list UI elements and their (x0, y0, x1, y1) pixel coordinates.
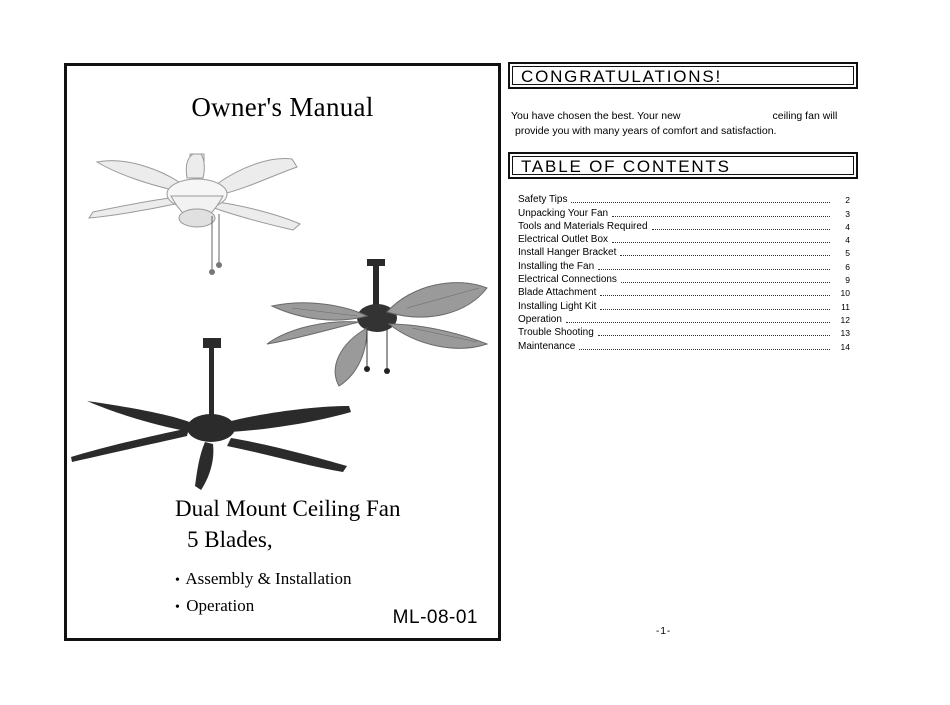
toc-leader-dots (612, 241, 830, 243)
bullet-assembly (175, 569, 352, 589)
toc-entry-page: 14 (840, 341, 850, 352)
toc-entry[interactable] (518, 273, 850, 286)
product-blade-count: 5 Blades, (187, 527, 273, 552)
toc-leader-dots (621, 281, 830, 283)
toc-entry[interactable] (518, 326, 850, 339)
bullet-assembly-label: Assembly & Installation (185, 569, 352, 588)
toc-entry[interactable] (518, 246, 850, 259)
toc-entry-page: 13 (840, 328, 850, 339)
dark-ceiling-fan-image (71, 338, 351, 490)
toc-leader-dots (652, 228, 830, 230)
white-ceiling-fan-image (89, 154, 300, 275)
toc-leader-dots (566, 321, 830, 323)
toc-leader-dots (620, 254, 830, 256)
toc-entry[interactable] (518, 220, 850, 233)
congratulations-banner (508, 62, 858, 89)
toc-entry-page: 5 (845, 248, 850, 259)
toc-leader-dots (598, 268, 830, 270)
toc-entry-page: 9 (845, 275, 850, 286)
toc-entry[interactable] (518, 339, 850, 352)
toc-entry[interactable] (518, 259, 850, 272)
toc-entry-title: Unpacking Your Fan (518, 207, 609, 219)
model-number: ML-08-01 (392, 607, 478, 628)
manual-cover (64, 63, 501, 641)
toc-entry-title: Operation (518, 313, 562, 325)
bullet-operation-label: Operation (186, 596, 255, 615)
toc-entry-page: 11 (841, 301, 850, 312)
palm-blade-ceiling-fan-image (267, 259, 487, 386)
product-name: Dual Mount Ceiling Fan (175, 496, 401, 521)
toc-entry-title: Blade Attachment (518, 287, 597, 299)
bullet-operation (175, 596, 254, 616)
toc-entry-title: Trouble Shooting (518, 327, 594, 339)
toc-entry-page: 3 (845, 208, 850, 219)
fan-illustrations (67, 66, 504, 644)
toc-heading: TABLE OF CONTENTS (521, 157, 731, 176)
toc-entry-title: Install Hanger Bracket (518, 247, 617, 259)
toc-entry-title: Electrical Connections (518, 274, 617, 286)
toc-leader-dots (600, 294, 830, 296)
toc-entry[interactable] (518, 313, 850, 326)
toc-entry-page: 2 (845, 195, 850, 206)
toc-entry-title: Installing the Fan (518, 260, 595, 272)
toc-banner (508, 152, 858, 179)
toc-entry[interactable] (518, 193, 850, 206)
toc-leader-dots (612, 215, 830, 217)
toc-entry-title: Safety Tips (518, 194, 568, 206)
toc-entry[interactable] (518, 299, 850, 312)
toc-entry-title: Electrical Outlet Box (518, 234, 609, 246)
toc-entry[interactable] (518, 206, 850, 219)
toc-entry[interactable] (518, 286, 850, 299)
cover-title: Owner's Manual (191, 92, 374, 122)
toc-leader-dots (598, 334, 830, 336)
page-number: -1- (656, 626, 672, 637)
bullet-dot: • (175, 600, 180, 615)
congratulations-heading: CONGRATULATIONS! (521, 67, 723, 86)
toc-leader-dots (600, 308, 830, 310)
toc-entry-page: 12 (840, 314, 850, 325)
intro-paragraph (511, 109, 851, 139)
intro-line-1-start: You have chosen the best. Your new (511, 110, 681, 122)
intro-line-2: provide you with many years of comfort and satisfaction. (515, 125, 777, 137)
toc-entry-page: 10 (840, 288, 850, 299)
toc-entry-page: 4 (845, 221, 850, 232)
table-of-contents (518, 193, 850, 353)
toc-entry-title: Installing Light Kit (518, 300, 597, 312)
toc-entry-title: Maintenance (518, 340, 576, 352)
intro-line-1-end: ceiling fan will (772, 110, 838, 122)
toc-entry-page: 6 (845, 261, 850, 272)
toc-leader-dots (571, 201, 830, 203)
toc-entry-page: 4 (845, 235, 850, 246)
intro-line-1 (511, 109, 851, 124)
toc-entry[interactable] (518, 233, 850, 246)
toc-leader-dots (579, 348, 830, 350)
toc-entry-title: Tools and Materials Required (518, 220, 648, 232)
bullet-dot: • (175, 573, 180, 588)
